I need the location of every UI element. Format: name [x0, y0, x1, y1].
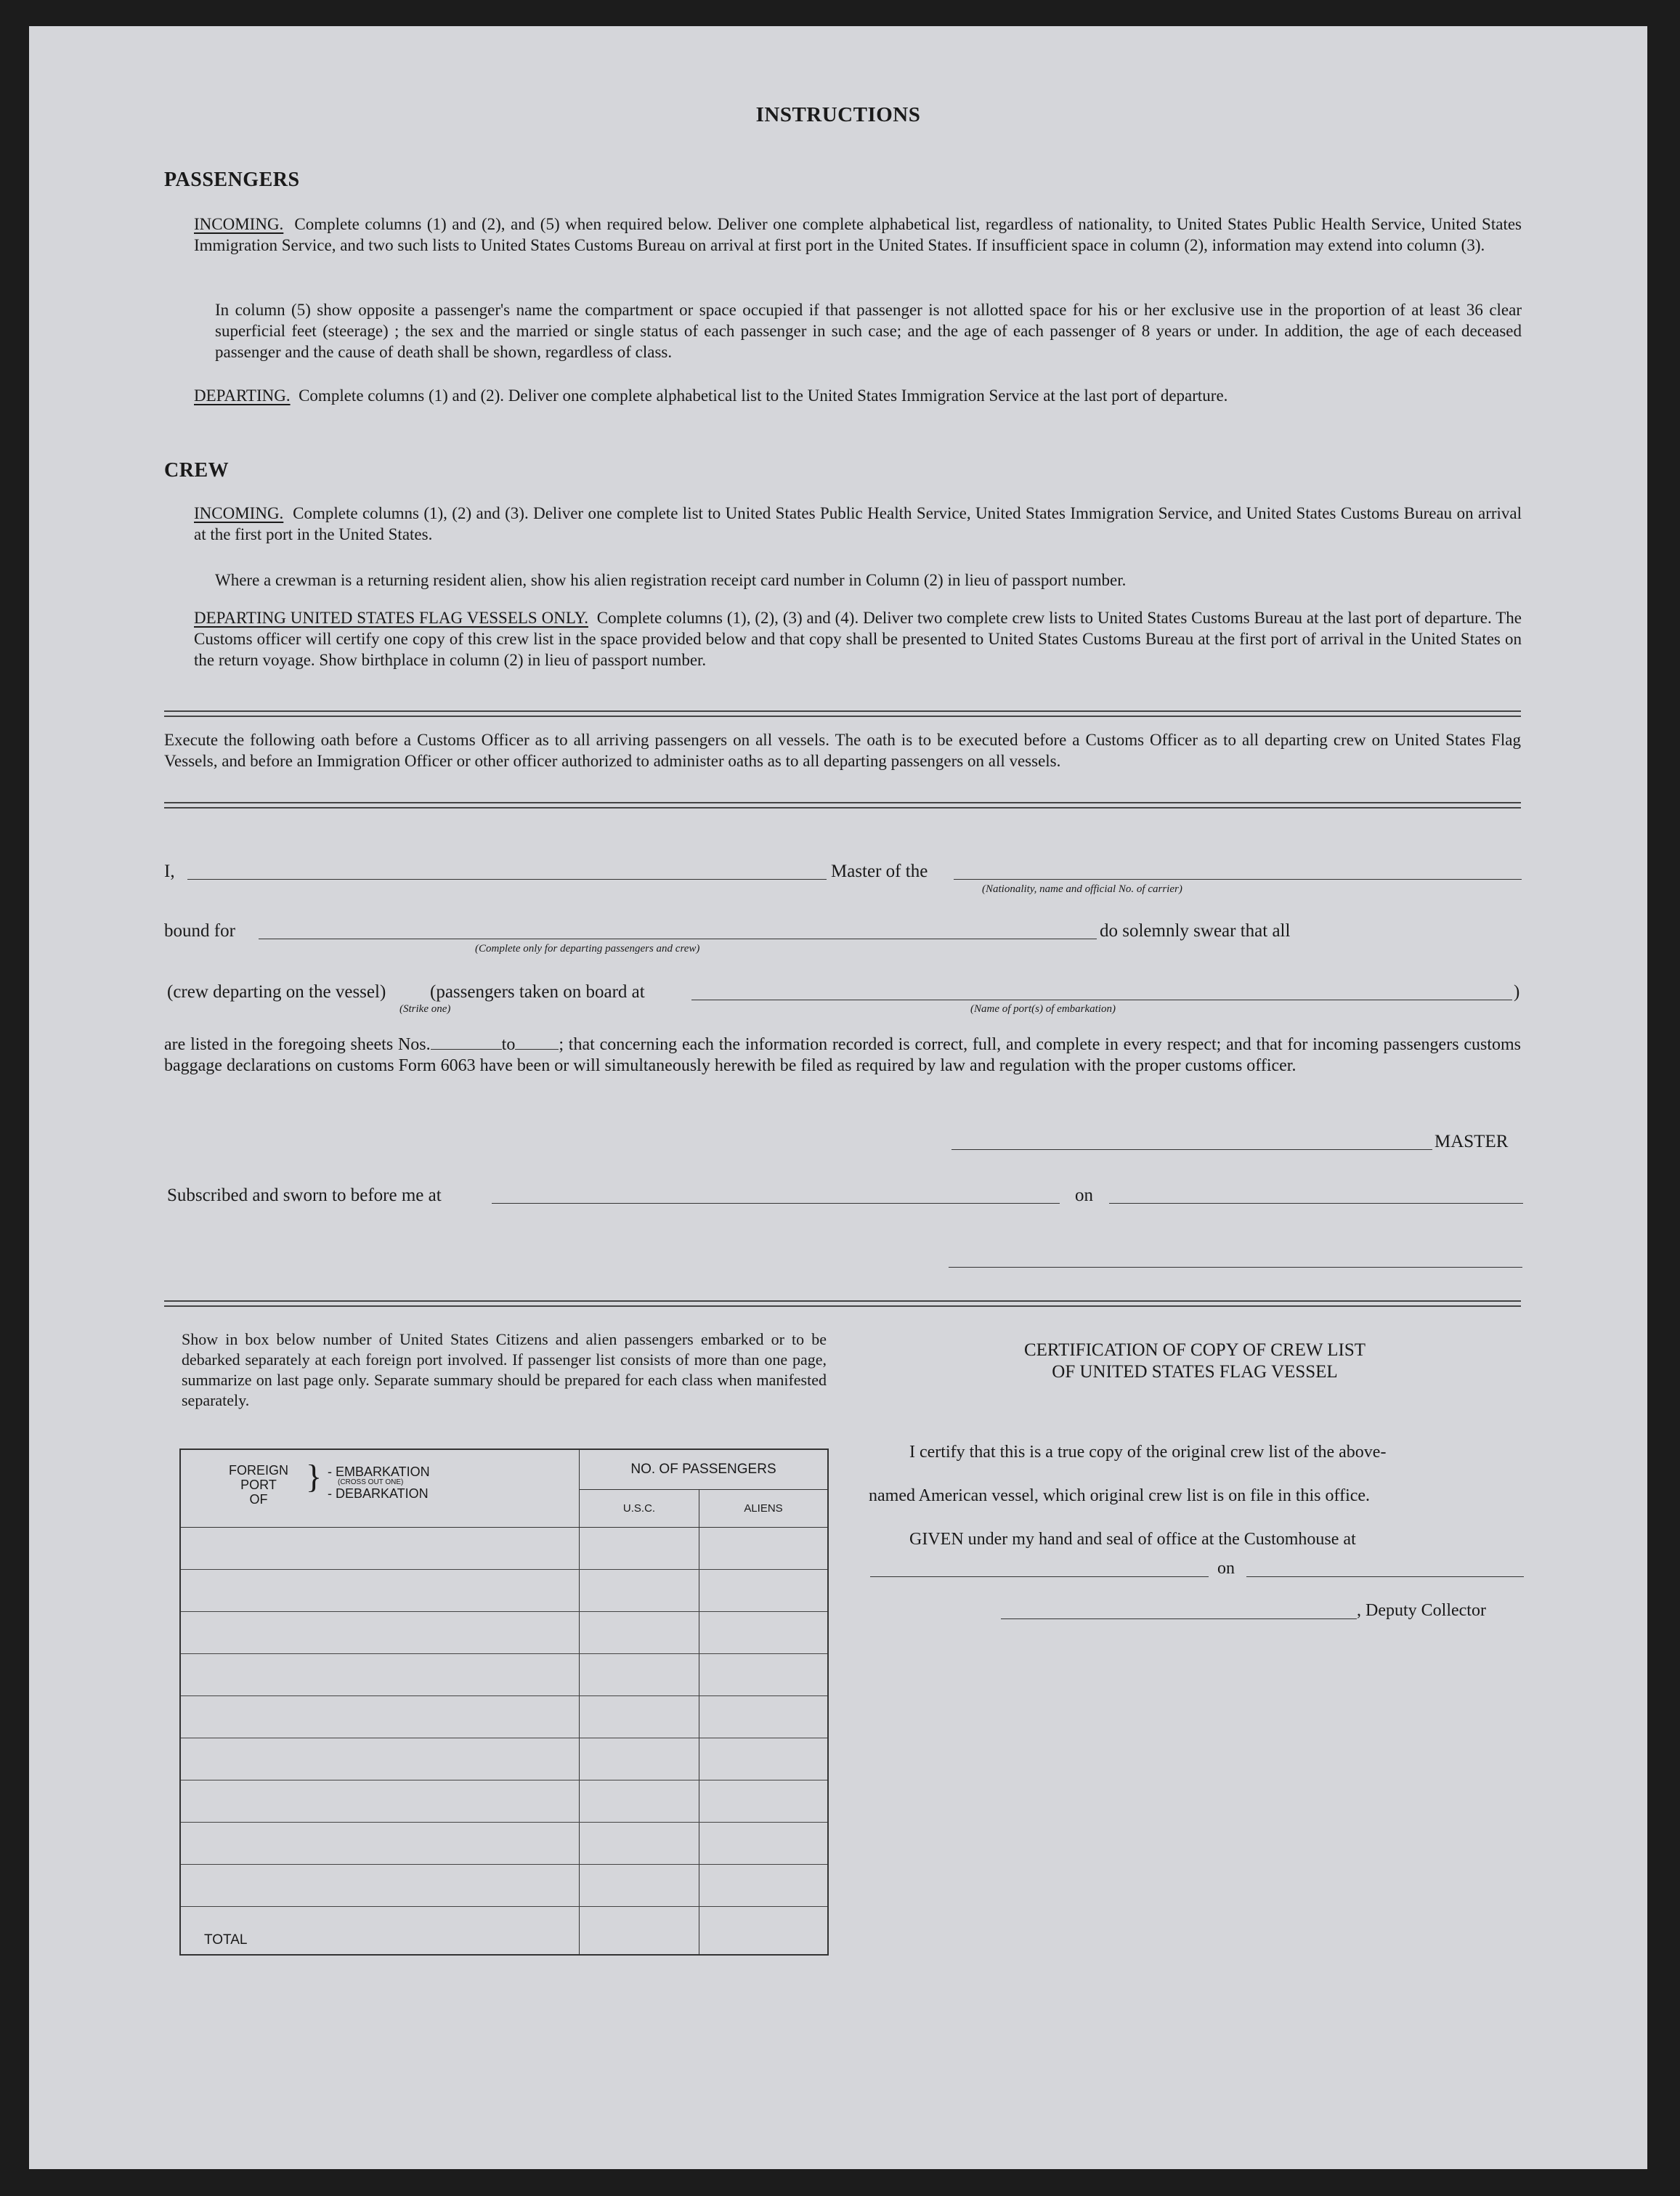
certify-line1: I certify that this is a true copy of the original crew list of the above- [909, 1443, 1387, 1462]
aliens-cell[interactable] [699, 1570, 829, 1612]
usc-cell[interactable] [580, 1865, 699, 1907]
crew-incoming-text: Complete columns (1), (2) and (3). Deliver one complete list to United States Public Health Service, United States Immigration Service, and United States Customs Bureau on arrival at the first port in the United States. [194, 504, 1522, 543]
certification-title-line1: CERTIFICATION OF COPY OF CREW LIST [1023, 1340, 1366, 1360]
debarkation-option[interactable]: - DEBARKATION [328, 1486, 429, 1501]
table-row [180, 1780, 828, 1823]
master-name-field[interactable] [187, 879, 827, 880]
deputy-collector-signature-field[interactable] [1001, 1618, 1357, 1619]
passengers-incoming-paragraph [194, 214, 1522, 256]
aliens-cell[interactable] [699, 1823, 829, 1865]
col-port-line1: FOREIGN [228, 1463, 288, 1478]
certify-line2: named American vessel, which original crew list is on file in this office. [869, 1486, 1371, 1505]
usc-cell[interactable] [580, 1654, 699, 1696]
certification-on-label: on [1217, 1559, 1235, 1578]
usc-cell[interactable] [580, 1780, 699, 1823]
port-cell[interactable] [180, 1738, 580, 1780]
subscribed-place-field[interactable] [492, 1203, 1060, 1204]
passengers-column5-paragraph: In column (5) show opposite a passenger's name the compartment or space occupied if that passenger is not allotted space for his or her exclusive use in the proportion of at least 36 clear superficial feet (steerage) ; the sex and the married or single status of each passenger in such case; and the age of each passenger of 8 years or under. In addition, the age of each deceased passenger and the cause of death shall be shown, regardless of class. [215, 301, 1522, 361]
passengers-heading: PASSENGERS [164, 169, 300, 191]
table-row [180, 1654, 828, 1696]
port-cell[interactable] [180, 1865, 580, 1907]
brace-icon: } [306, 1458, 322, 1495]
usc-cell[interactable] [580, 1738, 699, 1780]
usc-cell[interactable] [580, 1696, 699, 1738]
aliens-cell[interactable] [699, 1696, 829, 1738]
table-row [180, 1823, 828, 1865]
crew-departing-text: Complete columns (1), (2), (3) and (4). Deliver two complete crew lists to United States Customs Bureau at the last port of departure. The Customs officer will certify one copy of this crew list in the space provided below and that copy shall be presented to United States Customs Bureau at the first port of arrival in the United States on the return voyage. Show birthplace in column (2) in lieu of passport number. [194, 609, 1522, 669]
bound-for-caption: (Complete only for departing passengers and crew) [475, 943, 700, 955]
passengers-incoming-text: Complete columns (1) and (2), and (5) when required below. Deliver one complete alphabetical list, regardless of nationality, to United States Public Health Service, United States Immigration Service, and two such lists to United States Customs Bureau on arrival at first port in the United States. If insufficient space in column (2), information may extend into column (3). [194, 215, 1522, 254]
usc-header: U.S.C. [580, 1490, 699, 1528]
crew-departing-paragraph [194, 607, 1522, 670]
bound-for-label: bound for [164, 921, 235, 941]
oath-instructions: Execute the following oath before a Customs Officer as to all arriving passengers on all vessels. The oath is to be executed before a Customs Officer as to all departing crew on United States Flag Vessels, and before an Immigration Officer or other officer authorized to administer oaths as to all departing passengers on all vessels. [164, 731, 1521, 770]
master-of-label: Master of the [831, 862, 928, 881]
cross-out-note: (CROSS OUT ONE) [338, 1478, 404, 1486]
customhouse-field[interactable] [870, 1576, 1209, 1577]
table-row [180, 1696, 828, 1738]
port-cell[interactable] [180, 1612, 580, 1654]
table-row [180, 1612, 828, 1654]
port-cell[interactable] [180, 1696, 580, 1738]
port-cell[interactable] [180, 1570, 580, 1612]
port-cell[interactable] [180, 1654, 580, 1696]
certification-title [901, 1340, 1489, 1383]
crew-heading: CREW [164, 459, 230, 482]
passenger-summary-table [179, 1449, 829, 1956]
subscribed-on-label: on [1075, 1186, 1093, 1205]
passengers-incoming-label: INCOMING. [194, 215, 284, 233]
passengers-taken-option[interactable]: (passengers taken on board at [430, 982, 645, 1002]
crew-resident-paragraph: Where a crewman is a returning resident alien, show his alien registration receipt card number in Column (2) in lieu of passport number. [215, 571, 1127, 589]
usc-total-cell[interactable] [580, 1907, 699, 1956]
aliens-cell[interactable] [699, 1865, 829, 1907]
usc-cell[interactable] [580, 1612, 699, 1654]
sheet-to-field[interactable] [515, 1049, 559, 1050]
double-rule [164, 802, 1521, 809]
no-passengers-header: NO. OF PASSENGERS [580, 1449, 829, 1490]
officer-signature-field[interactable] [949, 1267, 1522, 1268]
crew-departing-option[interactable]: (crew departing on the vessel) [167, 982, 386, 1002]
certification-title-line2: OF UNITED STATES FLAG VESSEL [1052, 1362, 1338, 1382]
port-cell[interactable] [180, 1823, 580, 1865]
aliens-cell[interactable] [699, 1528, 829, 1570]
double-rule [164, 710, 1521, 717]
aliens-cell[interactable] [699, 1654, 829, 1696]
sheet-from-field[interactable] [431, 1049, 502, 1050]
aliens-cell[interactable] [699, 1738, 829, 1780]
strike-caption: (Strike one) [399, 1003, 451, 1015]
aliens-total-cell[interactable] [699, 1907, 829, 1956]
subscribed-date-field[interactable] [1109, 1203, 1523, 1204]
crew-incoming-label: INCOMING. [194, 504, 284, 522]
table-row [180, 1865, 828, 1907]
usc-cell[interactable] [580, 1823, 699, 1865]
aliens-header: ALIENS [699, 1490, 829, 1528]
to-label: to [501, 1035, 516, 1054]
master-label: MASTER [1435, 1132, 1509, 1151]
embarkation-option[interactable]: - EMBARKATION [328, 1464, 430, 1479]
oath-i-label: I, [164, 862, 175, 881]
total-row [180, 1907, 828, 1956]
deputy-collector-label: , Deputy Collector [1357, 1601, 1486, 1620]
port-caption: (Name of port(s) of embarkation) [970, 1003, 1116, 1015]
passengers-departing-text: Complete columns (1) and (2). Deliver one complete alphabetical list to the United States Immigration Service at the last port of departure. [299, 386, 1228, 405]
table-row [180, 1528, 828, 1570]
sheets-label: are listed in the foregoing sheets Nos. [164, 1035, 431, 1054]
port-cell[interactable] [180, 1780, 580, 1823]
carrier-field[interactable] [954, 879, 1522, 880]
crew-departing-label: DEPARTING UNITED STATES FLAG VESSELS ONLY. [194, 609, 588, 627]
sheets-text: ; that concerning each the information recorded is correct, full, and complete in every respect; and that for incoming passengers customs baggage declarations on customs Form 6063 have been or will simultaneously herewith be filed as required by law and regulation with the proper customs officer. [164, 1035, 1521, 1075]
subscribed-label: Subscribed and sworn to before me at [167, 1186, 442, 1205]
table-row [180, 1738, 828, 1780]
double-rule [164, 1300, 1521, 1307]
close-paren: ) [1514, 982, 1520, 1002]
carrier-caption: (Nationality, name and official No. of carrier) [982, 883, 1182, 895]
col-port-line3: OF [249, 1492, 268, 1507]
crew-incoming-paragraph [194, 503, 1522, 545]
aliens-cell[interactable] [699, 1780, 829, 1823]
port-cell[interactable] [180, 1528, 580, 1570]
usc-cell[interactable] [580, 1570, 699, 1612]
form-page [29, 26, 1647, 2169]
given-line: GIVEN under my hand and seal of office at the Customhouse at [909, 1530, 1356, 1549]
port-column-header [180, 1449, 580, 1528]
aliens-cell[interactable] [699, 1612, 829, 1654]
usc-cell[interactable] [580, 1528, 699, 1570]
passengers-departing-paragraph [194, 385, 1522, 406]
page-title: INSTRUCTIONS [755, 103, 921, 126]
table-row [180, 1570, 828, 1612]
passengers-departing-label: DEPARTING. [194, 386, 291, 405]
master-signature-field[interactable] [951, 1149, 1432, 1150]
certification-date-field[interactable] [1246, 1576, 1524, 1577]
col-port-line2: PORT [240, 1478, 277, 1492]
total-label: TOTAL [180, 1907, 580, 1956]
sheets-paragraph [164, 1034, 1521, 1077]
swear-label: do solemnly swear that all [1100, 921, 1291, 941]
summary-instructions: Show in box below number of United States Citizens and alien passengers embarked or to be debarked separately at each foreign port involved. If passenger list consists of more than one page, summarize on last page only. Separate summary should be prepared for each class when manifested separately. [182, 1330, 827, 1409]
